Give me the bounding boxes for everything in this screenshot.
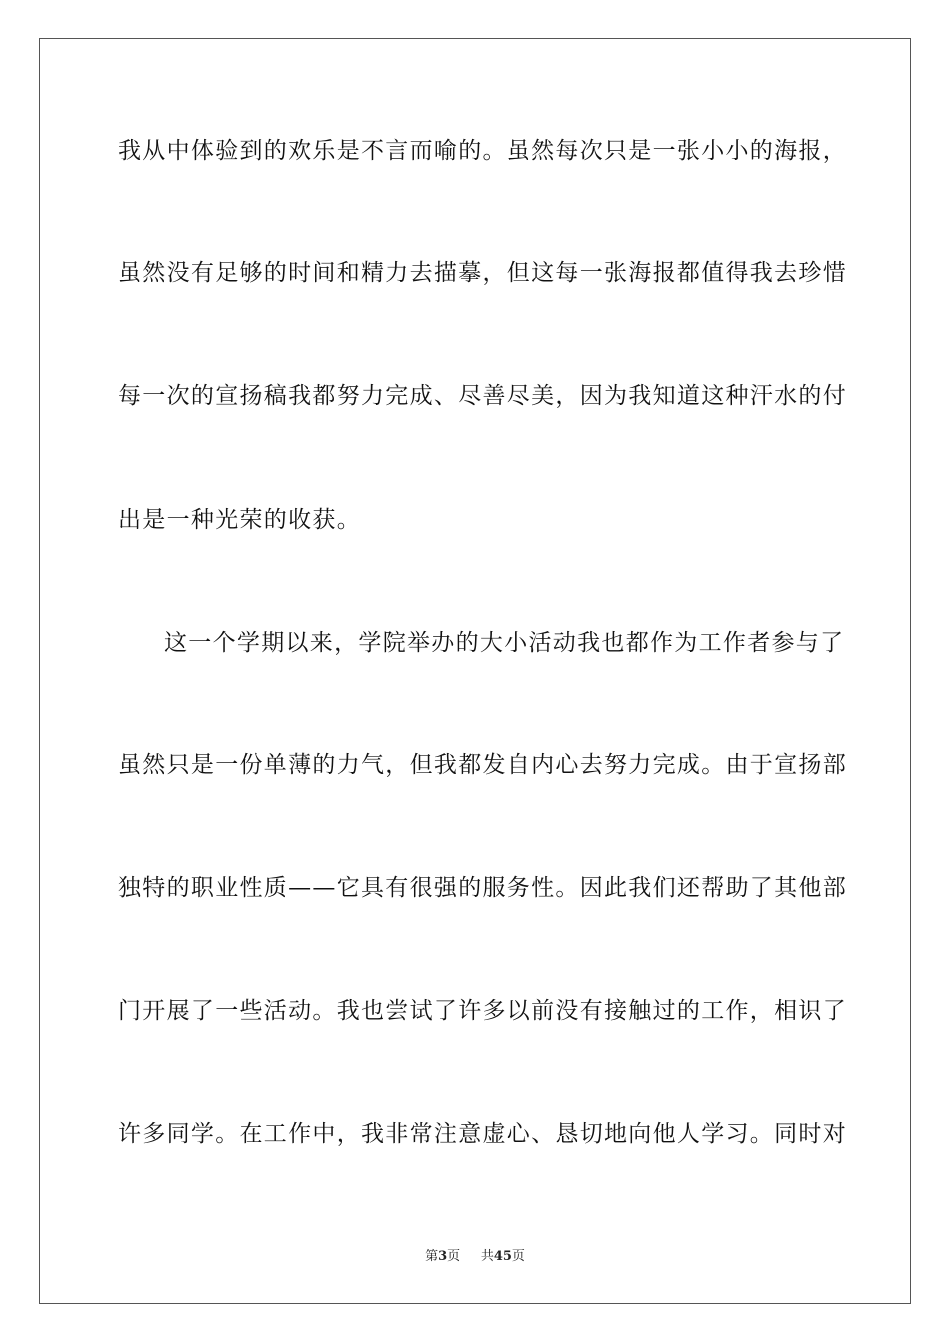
page-footer [0, 1248, 950, 1266]
page-number: 3 [438, 1249, 448, 1264]
body-line-9: 许多同学。在工作中，我非常注意虚心、恳切地向他人学习。同时对 [118, 1121, 847, 1147]
page-label [425, 1249, 464, 1264]
page-prefix: 第 [425, 1249, 439, 1264]
body-line-8: 门开展了一些活动。我也尝试了许多以前没有接触过的工作，相识了 [118, 998, 847, 1024]
total-pages: 45 [493, 1249, 512, 1264]
total-suffix: 页 [511, 1249, 525, 1264]
body-line-6: 虽然只是一份单薄的力气，但我都发自内心去努力完成。由于宣扬部 [118, 752, 847, 778]
body-line-2: 虽然没有足够的时间和精力去描摹，但这每一张海报都值得我去珍惜 [118, 260, 847, 286]
body-line-5-paragraph-start: 这一个学期以来，学院举办的大小活动我也都作为工作者参与了 [164, 630, 845, 656]
body-line-4: 出是一种光荣的收获。 [118, 507, 361, 533]
page-suffix: 页 [447, 1249, 461, 1264]
body-line-3: 每一次的宣扬稿我都努力完成、尽善尽美，因为我知道这种汗水的付 [118, 383, 847, 409]
total-prefix: 共 [480, 1249, 494, 1264]
total-pages-label [481, 1249, 525, 1264]
page-frame [39, 38, 911, 1304]
body-line-7: 独特的职业性质——它具有很强的服务性。因此我们还帮助了其他部 [118, 875, 847, 901]
body-line-1: 我从中体验到的欢乐是不言而喻的。虽然每次只是一张小小的海报， [118, 138, 847, 164]
